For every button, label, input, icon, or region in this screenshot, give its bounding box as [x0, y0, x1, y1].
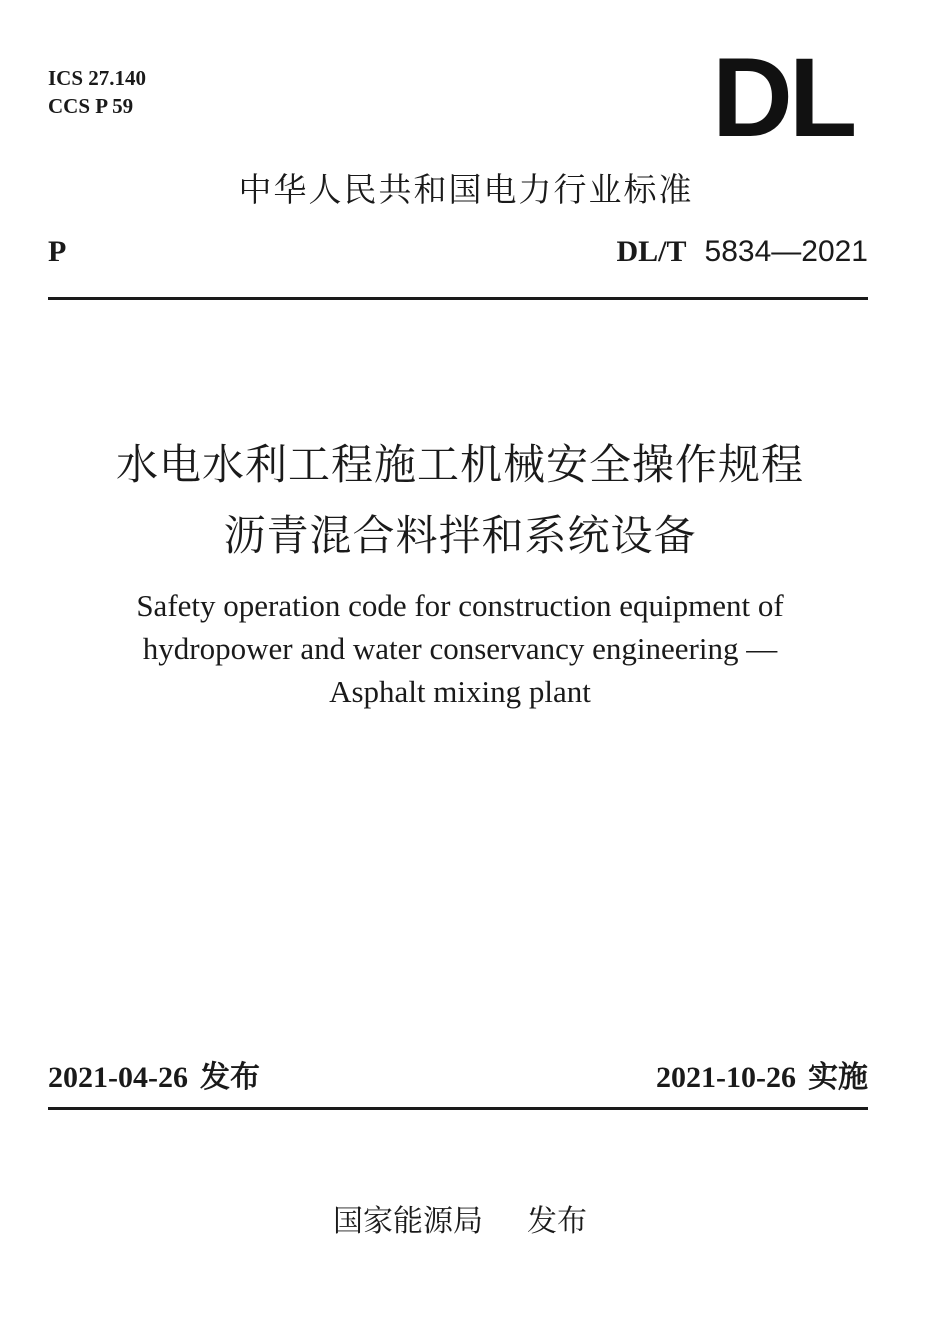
standard-prefix: DL/T: [616, 235, 687, 268]
title-en-line-2: hydropower and water conservancy engineering —: [142, 631, 778, 666]
top-divider: [48, 297, 868, 300]
publisher-action: 发布: [527, 1204, 587, 1239]
issuer-header: 中华人民共和国电力行业标准: [238, 170, 694, 209]
implementation-label: 实施: [808, 1060, 868, 1095]
ics-code: ICS 27.140: [48, 66, 147, 90]
title-en-line-3: Asphalt mixing plant: [329, 674, 591, 709]
ccs-code: CCS P 59: [48, 94, 134, 118]
dl-logo: DL: [712, 35, 854, 160]
publisher-line: [0, 1200, 920, 1244]
title-cn-line-2: 沥青混合料拌和系统设备: [223, 511, 697, 560]
classification-codes: [48, 64, 146, 120]
standard-number: [616, 232, 868, 272]
title-en-line-1: Safety operation code for construction equipment of: [136, 588, 784, 623]
bottom-divider: [48, 1107, 868, 1110]
implementation-date-value: 2021-10-26: [656, 1061, 796, 1094]
implementation-date: [656, 1058, 868, 1098]
category-code: P: [48, 235, 67, 268]
issue-label: 发布: [199, 1060, 260, 1095]
publisher-name: 国家能源局: [333, 1204, 483, 1239]
issue-date: [48, 1058, 260, 1098]
issue-date-value: 2021-04-26: [48, 1061, 188, 1094]
title-cn-line-1: 水电水利工程施工机械安全操作规程: [115, 440, 804, 489]
standard-code: 5834—2021: [704, 235, 868, 268]
